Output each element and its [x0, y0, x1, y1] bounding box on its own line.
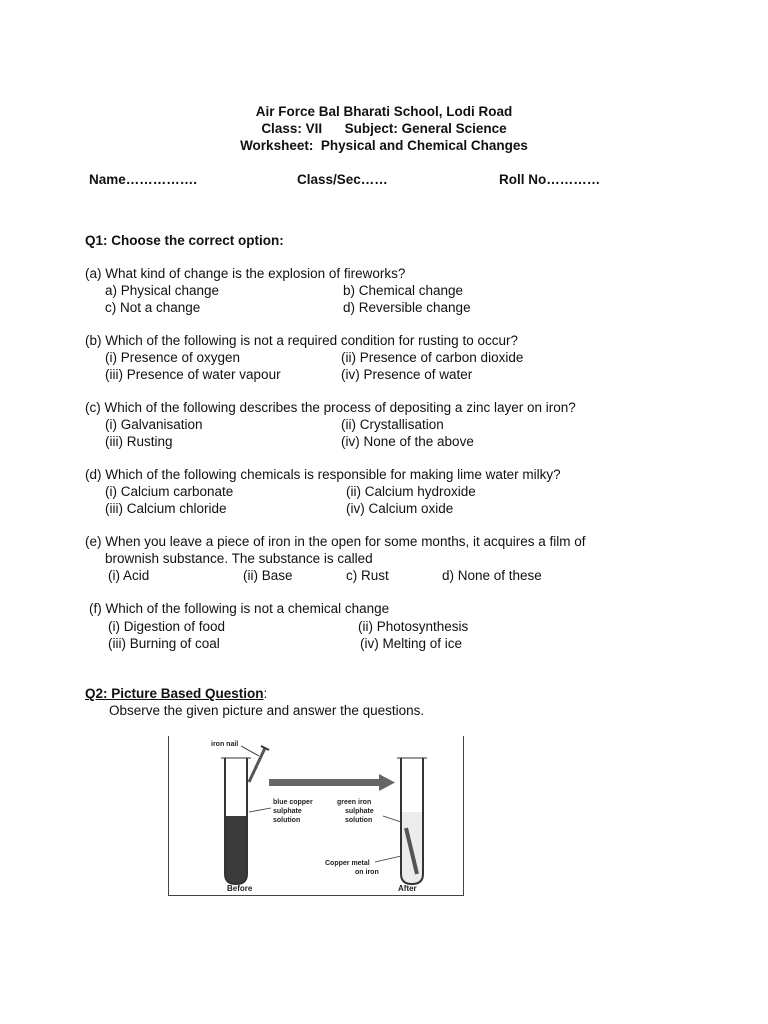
question-a-stem: (a) What kind of change is the explosion of fireworks? — [85, 266, 406, 281]
test-tube-diagram — [169, 736, 463, 895]
question-b-option: (iii) Presence of water vapour — [105, 367, 281, 382]
question-c-option: (ii) Crystallisation — [341, 417, 444, 432]
arrow-head — [379, 774, 395, 791]
question-c-option: (iii) Rusting — [105, 434, 173, 449]
copper-label-line2: on iron — [355, 869, 379, 876]
question-a-option: c) Not a change — [105, 300, 201, 315]
q2-heading — [85, 686, 267, 701]
question-f-option: (iv) Melting of ice — [360, 636, 463, 651]
question-d-option: (i) Calcium carbonate — [105, 484, 234, 499]
nail-shaft — [249, 748, 265, 782]
green-label-line3: solution — [345, 817, 373, 824]
iron-nail-label: iron nail — [211, 741, 239, 748]
arrow-shaft — [269, 779, 381, 786]
after-test-tube — [397, 758, 427, 884]
question-e-option: d) None of these — [442, 568, 542, 583]
blue-copper-label — [273, 799, 315, 824]
worksheet-title: Worksheet: Physical and Chemical Changes — [240, 138, 528, 153]
question-e-option: c) Rust — [346, 568, 389, 583]
after-label: After — [398, 884, 417, 893]
name-field: Name……………. — [89, 172, 198, 187]
question-e-stem-line2: brownish substance. The substance is called — [105, 551, 373, 566]
blue-label-line2: sulphate — [273, 808, 302, 815]
green-label-line1: green iron — [337, 799, 372, 806]
school-name: Air Force Bal Bharati School, Lodi Road — [255, 104, 513, 119]
class-sec-field: Class/Sec…… — [297, 172, 388, 187]
iron-nail — [241, 746, 269, 782]
arrow-icon — [269, 774, 395, 791]
blue-label-line3: solution — [273, 817, 301, 824]
copper-pointer — [375, 856, 401, 862]
q2-title-colon: : — [263, 686, 268, 701]
experiment-figure — [168, 736, 464, 896]
copper-metal-label — [325, 860, 379, 876]
question-c-stem: (c) Which of the following describes the process of depositing a zinc layer on iron? — [85, 400, 576, 415]
question-c-option: (i) Galvanisation — [105, 417, 203, 432]
question-d-option: (ii) Calcium hydroxide — [346, 484, 476, 499]
nail-pointer — [241, 746, 259, 756]
question-f-stem: (f) Which of the following is not a chemical change — [89, 601, 390, 616]
roll-no-field: Roll No………… — [499, 172, 601, 187]
question-a-option: b) Chemical change — [343, 283, 464, 298]
blue-label-line1: blue copper — [273, 799, 313, 806]
question-e-stem: (e) When you leave a piece of iron in the open for some months, it acquires a film of — [85, 534, 586, 549]
class-subject: Class: VII Subject: General Science — [261, 121, 507, 136]
question-e-option: (i) Acid — [108, 568, 150, 583]
q2-title: Q2: Picture Based Question — [85, 686, 264, 701]
question-e-option: (ii) Base — [243, 568, 293, 583]
q2-instruction: Observe the given picture and answer the questions. — [109, 703, 425, 718]
question-f-option: (i) Digestion of food — [108, 619, 226, 634]
question-f-option: (ii) Photosynthesis — [358, 619, 469, 634]
question-d-option: (iv) Calcium oxide — [346, 501, 454, 516]
green-iron-label — [337, 799, 376, 824]
before-label: Before — [227, 884, 253, 893]
green-label-line2: sulphate — [345, 808, 374, 815]
question-a-option: d) Reversible change — [343, 300, 471, 315]
copper-label-line1: Copper metal — [325, 860, 370, 867]
blue-pointer — [249, 808, 271, 812]
q1-title: Q1: Choose the correct option: — [85, 233, 284, 248]
before-test-tube — [221, 758, 251, 884]
question-f-option: (iii) Burning of coal — [108, 636, 220, 651]
question-c-option: (iv) None of the above — [341, 434, 474, 449]
question-a-option: a) Physical change — [105, 283, 220, 298]
question-b-option: (i) Presence of oxygen — [105, 350, 241, 365]
question-b-option: (iv) Presence of water — [341, 367, 473, 382]
question-d-stem: (d) Which of the following chemicals is responsible for making lime water milky? — [85, 467, 561, 482]
question-d-option: (iii) Calcium chloride — [105, 501, 227, 516]
question-b-stem: (b) Which of the following is not a required condition for rusting to occur? — [85, 333, 518, 348]
question-b-option: (ii) Presence of carbon dioxide — [341, 350, 524, 365]
blue-solution — [225, 816, 247, 884]
